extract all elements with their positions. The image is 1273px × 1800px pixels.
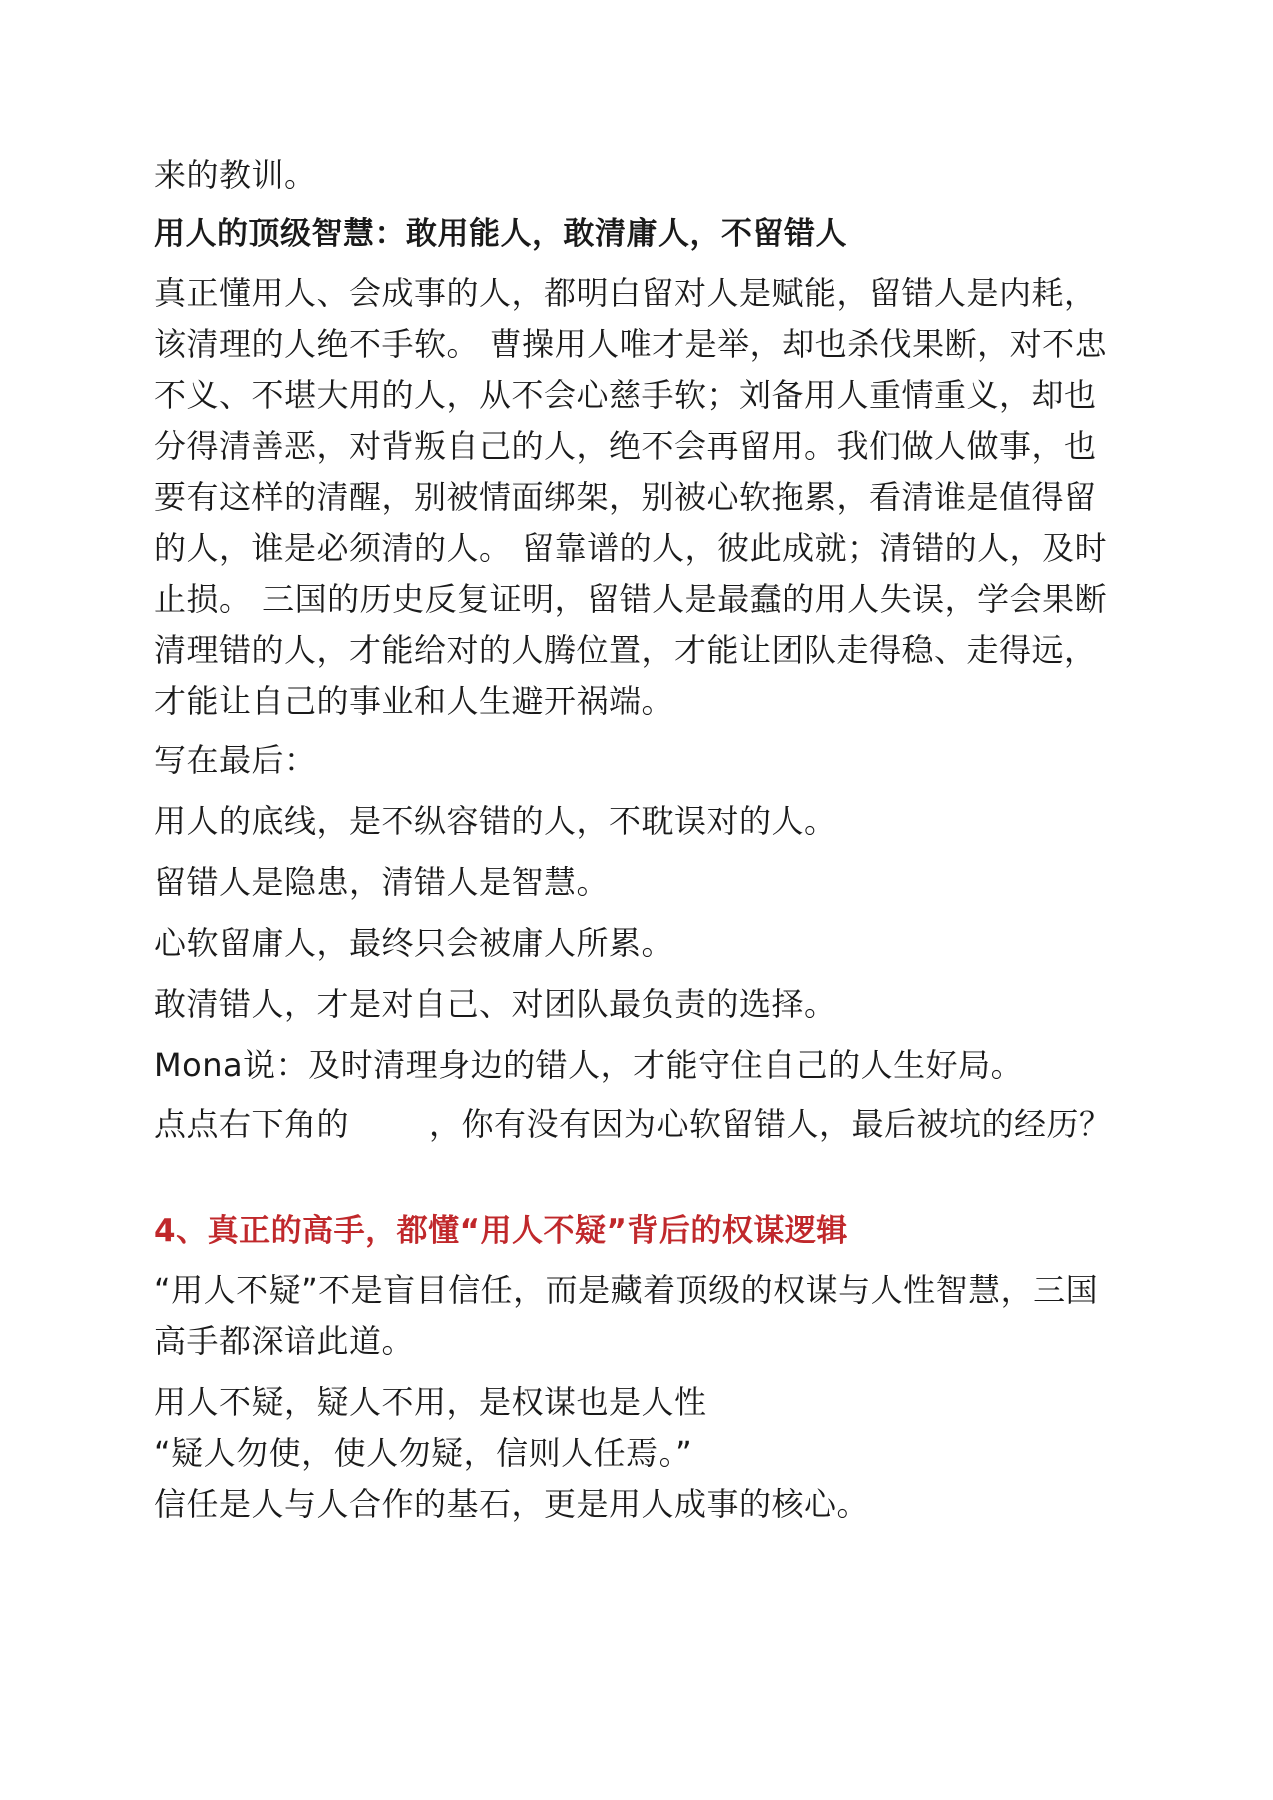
engagement-prompt xyxy=(154,1099,1114,1150)
section-body-hiring-wisdom: 真正懂用人、会成事的人，都明白留对人是赋能，留错人是内耗，该清理的人绝不手软。 曹操用人唯才是举，却也杀伐果断，对不忠不义、不堪大用的人，从不会心慈手软；刘备用人重情重义，却也分得清善恶，对背叛自己的人，绝不会再留用。我们做人做事，也要有这样的清醒，别被情面绑架，别被心软拖累，看清谁是值得留的人，谁是必须清的人。 留靠谱的人，彼此成就；清错的人，及时止损。 三国的历史反复证明，留错人是最蠢的用人失误，学会果断清理错的人，才能给对的人腾位置，才能让团队走得稳、走得远，才能让自己的事业和人生避开祸端。 xyxy=(154,274,1108,720)
closing-line-4: 敢清错人，才是对自己、对团队最负责的选择。 xyxy=(154,985,837,1023)
document-page xyxy=(154,150,1114,1530)
closing-line-2: 留错人是隐患，清错人是智慧。 xyxy=(154,863,610,901)
closing-label: 写在最后： xyxy=(154,741,317,779)
trust-quote: “疑人勿使，使人勿疑，信则人任焉。” xyxy=(154,1434,693,1472)
closing-line-3: 心软留庸人，最终只会被庸人所累。 xyxy=(154,924,675,962)
engagement-prompt-end: ，你有没有因为心软留错人，最后被坑的经历？ xyxy=(429,1105,1112,1143)
closing-line-1: 用人的底线，是不纵容错的人，不耽误对的人。 xyxy=(154,802,837,840)
section-heading-hiring-wisdom: 用人的顶级智慧：敢用能人，敢清庸人，不留错人 xyxy=(154,216,847,252)
closing-line-5: Mona说：及时清理身边的错人，才能守住自己的人生好局。 xyxy=(154,1046,1024,1084)
section-heading-trust: 4、真正的高手，都懂“用人不疑”背后的权谋逻辑 xyxy=(154,1213,848,1249)
engagement-prompt-start: 点点右下角的 xyxy=(154,1105,350,1143)
section-body-trust-intro: “用人不疑”不是盲目信任，而是藏着顶级的权谋与人性智慧，三国高手都深谙此道。 xyxy=(154,1271,1099,1360)
section-body-trust-last: 信任是人与人合作的基石，更是用人成事的核心。 xyxy=(154,1485,870,1523)
intro-tail: 来的教训。 xyxy=(154,156,317,194)
section-subheading-trust: 用人不疑，疑人不用，是权谋也是人性 xyxy=(154,1383,707,1421)
